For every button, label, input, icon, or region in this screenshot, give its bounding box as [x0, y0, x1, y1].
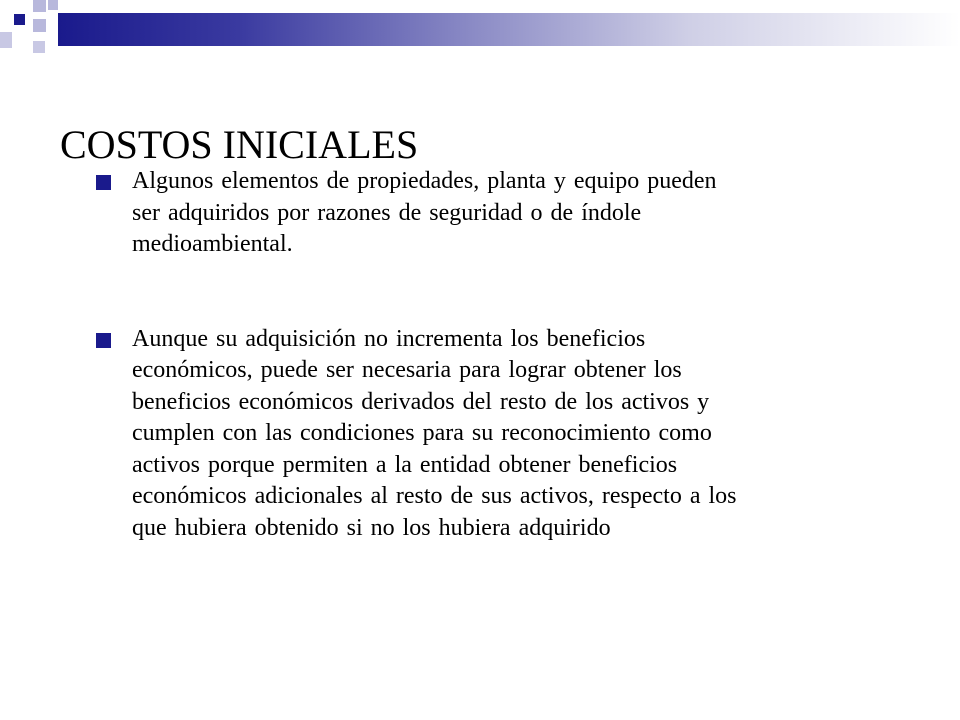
bullet-item: [96, 166, 926, 261]
decor-square-icon: [33, 0, 46, 12]
bullet-list: [96, 166, 926, 544]
bullet-line: económicos adicionales al resto de sus activos, respecto a los: [132, 483, 737, 509]
decor-square-icon: [48, 0, 58, 10]
bullet-line: Algunos elementos de propiedades, planta y equipo pueden: [132, 168, 717, 194]
square-bullet-icon: [96, 175, 111, 190]
decor-square-icon: [0, 32, 12, 48]
bullet-line: económicos, puede ser necesaria para lograr obtener los: [132, 357, 682, 383]
bullet-line: que hubiera obtenido si no los hubiera adquirido: [132, 514, 611, 541]
bullet-item: [96, 324, 926, 545]
decor-square-icon: [33, 41, 45, 53]
bullet-line: medioambiental.: [132, 231, 293, 257]
square-bullet-icon: [96, 333, 111, 348]
bullet-line: beneficios económicos derivados del resto de los activos y: [132, 388, 710, 415]
bullet-line: activos porque permiten a la entidad obtener beneficios: [132, 451, 678, 478]
bullet-line: ser adquiridos por razones de seguridad o de índole: [132, 199, 642, 226]
header-gradient-band: [58, 13, 960, 46]
bullet-line: cumplen con las condiciones para su reconocimiento como: [132, 420, 712, 446]
decor-square-icon: [33, 19, 46, 32]
bullet-line: Aunque su adquisición no incrementa los beneficios: [132, 325, 646, 352]
slide-title: COSTOS INICIALES: [60, 121, 419, 167]
decor-square-icon: [14, 14, 25, 25]
header-decoration: [0, 0, 960, 60]
